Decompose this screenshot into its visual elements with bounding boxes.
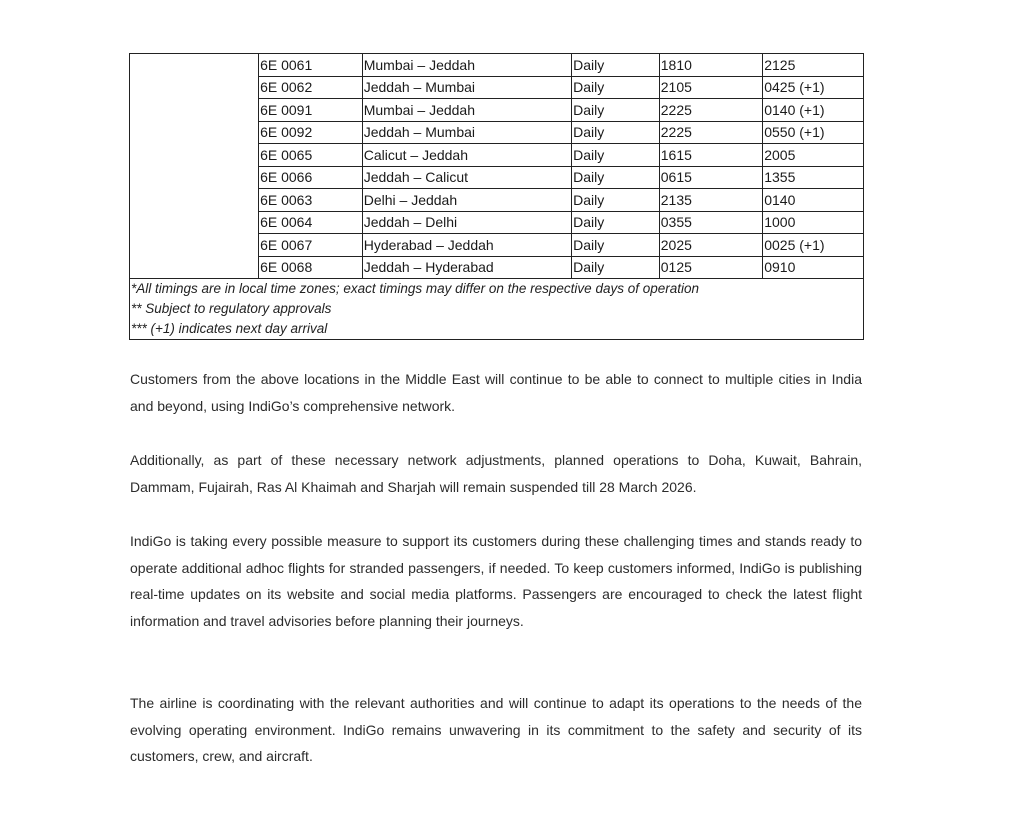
arrival-time-cell: 2125: [763, 54, 864, 77]
frequency-cell: Daily: [572, 189, 660, 212]
route-cell: Delhi – Jeddah: [362, 189, 571, 212]
frequency-cell: Daily: [572, 256, 660, 279]
arrival-time-cell: 0425 (+1): [763, 76, 864, 99]
flight-schedule-table: [129, 53, 864, 340]
table-row: [130, 189, 864, 212]
route-cell: Jeddah – Mumbai: [362, 121, 571, 144]
route-cell: Jeddah – Calicut: [362, 166, 571, 189]
arrival-time-cell: 0025 (+1): [763, 234, 864, 257]
region-cell: [130, 189, 259, 212]
arrival-time-cell: 1355: [763, 166, 864, 189]
table-row: [130, 121, 864, 144]
footnote: *All timings are in local time zones; exact timings may differ on the respective days of operation: [131, 281, 700, 296]
arrival-time-cell: 0140: [763, 189, 864, 212]
frequency-cell: Daily: [572, 234, 660, 257]
paragraph-coordination: The airline is coordinating with the relevant authorities and will continue to adapt its operations to the needs of the evolving operating environment. IndiGo remains unwavering in its commitment to the safety and security of its customers, crew, and aircraft.: [130, 695, 862, 764]
departure-time-cell: 1615: [659, 144, 762, 167]
notes-cell: [130, 279, 864, 340]
frequency-cell: Daily: [572, 76, 660, 99]
departure-time-cell: 0125: [659, 256, 762, 279]
schedule-table-body: [130, 54, 864, 340]
frequency-cell: Daily: [572, 121, 660, 144]
departure-time-cell: 2135: [659, 189, 762, 212]
region-cell: [130, 99, 259, 122]
departure-time-cell: 2025: [659, 234, 762, 257]
route-cell: Calicut – Jeddah: [362, 144, 571, 167]
table-row: [130, 211, 864, 234]
flight-number-cell: 6E 0092: [259, 121, 363, 144]
arrival-time-cell: 2005: [763, 144, 864, 167]
paragraph-suspensions: Additionally, as part of these necessary network adjustments, planned operations to Doha, Kuwait, Bahrain, Dammam, Fujairah, Ras Al Khaimah and Sharjah will remain suspended till 28 March 2026.: [130, 452, 862, 495]
table-row: [130, 166, 864, 189]
arrival-time-cell: 0550 (+1): [763, 121, 864, 144]
route-cell: Jeddah – Delhi: [362, 211, 571, 234]
flight-number-cell: 6E 0067: [259, 234, 363, 257]
table-row: [130, 99, 864, 122]
route-cell: Jeddah – Mumbai: [362, 76, 571, 99]
flight-number-cell: 6E 0064: [259, 211, 363, 234]
route-cell: Mumbai – Jeddah: [362, 99, 571, 122]
frequency-cell: Daily: [572, 54, 660, 77]
paragraph-customer-support: IndiGo is taking every possible measure to support its customers during these challenging times and stands ready to operate additional adhoc flights for stranded passengers, if needed. To keep customers informed, IndiGo is publishing real-time updates on its website and social media platforms. Passengers are encouraged to check the latest flight information and travel advisories before planning their journeys.: [130, 533, 862, 629]
flight-number-cell: 6E 0091: [259, 99, 363, 122]
route-cell: Hyderabad – Jeddah: [362, 234, 571, 257]
table-row: [130, 234, 864, 257]
arrival-time-cell: 0140 (+1): [763, 99, 864, 122]
region-cell: [130, 121, 259, 144]
region-cell: [130, 211, 259, 234]
table-row: [130, 76, 864, 99]
arrival-time-cell: 1000: [763, 211, 864, 234]
departure-time-cell: 0615: [659, 166, 762, 189]
table-row: [130, 54, 864, 77]
table-row: [130, 256, 864, 279]
flight-number-cell: 6E 0061: [259, 54, 363, 77]
departure-time-cell: 2225: [659, 121, 762, 144]
frequency-cell: Daily: [572, 211, 660, 234]
arrival-time-cell: 0910: [763, 256, 864, 279]
route-cell: Jeddah – Hyderabad: [362, 256, 571, 279]
flight-number-cell: 6E 0063: [259, 189, 363, 212]
flight-number-cell: 6E 0066: [259, 166, 363, 189]
route-cell: Mumbai – Jeddah: [362, 54, 571, 77]
frequency-cell: Daily: [572, 144, 660, 167]
region-cell: [130, 234, 259, 257]
departure-time-cell: 1810: [659, 54, 762, 77]
flight-number-cell: 6E 0062: [259, 76, 363, 99]
flight-number-cell: 6E 0065: [259, 144, 363, 167]
departure-time-cell: 2105: [659, 76, 762, 99]
frequency-cell: Daily: [572, 99, 660, 122]
table-row: [130, 144, 864, 167]
departure-time-cell: 0355: [659, 211, 762, 234]
region-cell: [130, 166, 259, 189]
footnote: ** Subject to regulatory approvals: [131, 301, 332, 316]
departure-time-cell: 2225: [659, 99, 762, 122]
region-cell: [130, 256, 259, 279]
notes-row: [130, 279, 864, 340]
region-cell: [130, 54, 259, 77]
flight-number-cell: 6E 0068: [259, 256, 363, 279]
frequency-cell: Daily: [572, 166, 660, 189]
region-cell: [130, 76, 259, 99]
footnote: *** (+1) indicates next day arrival: [131, 321, 328, 336]
paragraph-connectivity: Customers from the above locations in the Middle East will continue to be able to connect to multiple cities in India and beyond, using IndiGo’s comprehensive network.: [130, 371, 862, 414]
region-cell: [130, 144, 259, 167]
